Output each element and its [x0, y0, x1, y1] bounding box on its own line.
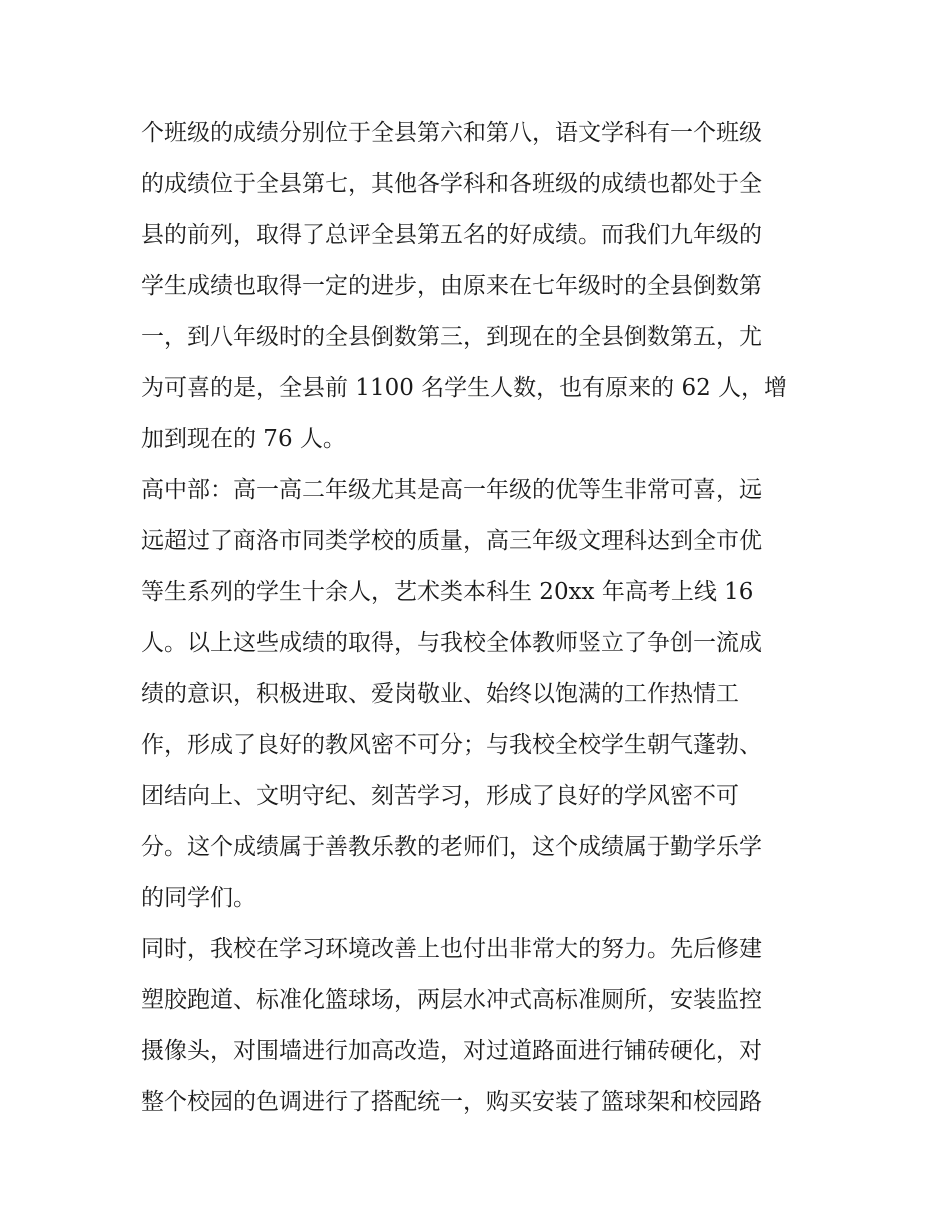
text-line: 摄像头，对围墙进行加高改造，对过道路面进行铺砖硬化，对: [141, 1038, 762, 1064]
text-line: 同时，我校在学习环境改善上也付出非常大的努力。先后修建: [141, 936, 762, 962]
text-line: 作，形成了良好的教风密不可分；与我校全校学生朝气蓬勃、: [141, 732, 762, 758]
text-line: 人。以上这些成绩的取得，与我校全体教师竖立了争创一流成: [141, 630, 762, 656]
text-line: 加到现在的 76 人。: [141, 426, 346, 452]
text-line: 为可喜的是，全县前 1100 名学生人数，也有原来的 62 人，增: [141, 375, 788, 401]
text-line: 个班级的成绩分别位于全县第六和第八，语文学科有一个班级: [141, 120, 762, 146]
text-line: 学生成绩也取得一定的进步，由原来在七年级时的全县倒数第: [141, 273, 762, 299]
text-line: 整个校园的色调进行了搭配统一，购买安装了篮球架和校园路: [141, 1089, 762, 1115]
text-line: 绩的意识，积极进取、爱岗敬业、始终以饱满的工作热情工: [141, 681, 739, 707]
text-line: 塑胶跑道、标准化篮球场，两层水冲式高标准厕所，安装监控: [141, 987, 762, 1013]
document-body: [141, 108, 821, 1128]
text-line: 高中部：高一高二年级尤其是高一年级的优等生非常可喜，远: [141, 477, 762, 503]
text-line: 的成绩位于全县第七，其他各学科和各班级的成绩也都处于全: [141, 171, 762, 197]
text-line: 等生系列的学生十余人，艺术类本科生 20xx 年高考上线 16: [141, 579, 754, 605]
text-line: 团结向上、文明守纪、刻苦学习，形成了良好的学风密不可: [141, 783, 739, 809]
text-line: 的同学们。: [141, 885, 256, 911]
text-line: 远超过了商洛市同类学校的质量，高三年级文理科达到全市优: [141, 528, 762, 554]
text-line: 分。这个成绩属于善教乐教的老师们，这个成绩属于勤学乐学: [141, 834, 762, 860]
text-line: 一，到八年级时的全县倒数第三，到现在的全县倒数第五，尤: [141, 324, 762, 350]
text-line: 县的前列，取得了总评全县第五名的好成绩。而我们九年级的: [141, 222, 762, 248]
